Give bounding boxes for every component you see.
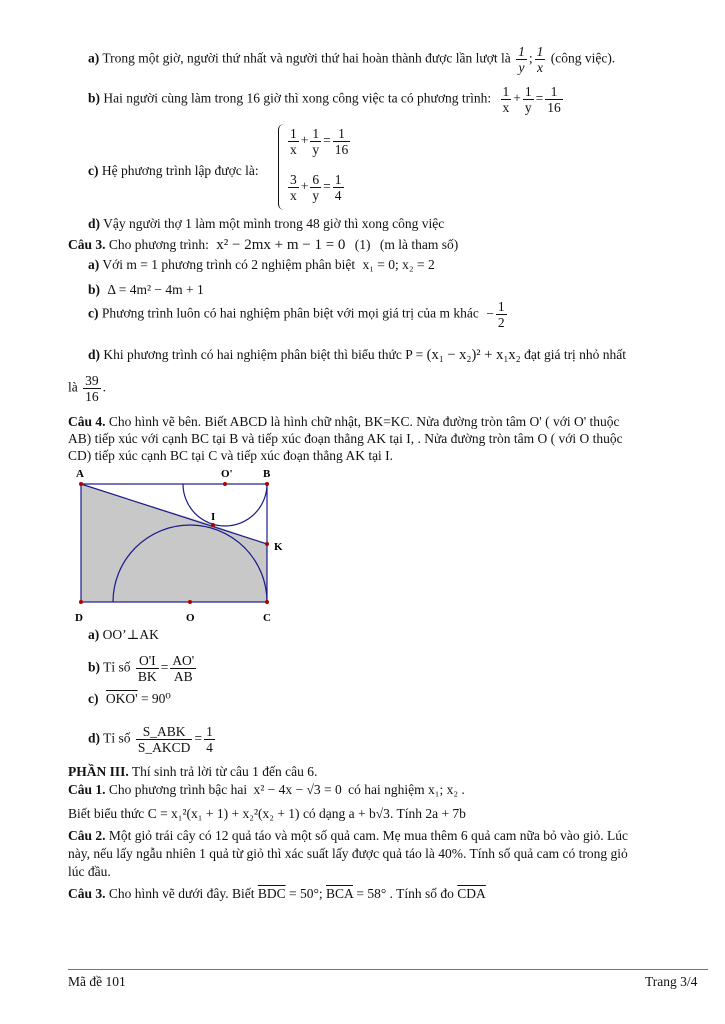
point-c [265, 600, 269, 604]
label-k: K [274, 541, 283, 553]
q3-heading: Câu 3. Cho phương trình: x² − 2mx + m − 1 = 0 (1) (m là tham số) [68, 237, 459, 253]
q4-line-3: CD) tiếp xúc cạnh BC tại C và tiếp xúc đoạn thẳng AK tại I. [68, 448, 394, 463]
label-i: I [211, 511, 216, 523]
system-brace [278, 124, 285, 210]
q3-item-c: c) Phương trình luôn có hai nghiệm phân biệt với mọi giá trị của m khác − $\frac{1}{2}$ [88, 299, 505, 330]
part3-q1-line1: Câu 1. Cho phương trình bậc hai x² − 4x − √3 = 0 có hai nghiệm x₁; x₂ . [68, 782, 465, 797]
part3-q2-line3: lúc đầu. [68, 864, 111, 879]
q4-item-b: b) Tỉ số $\frac{O'I}{BK}$ = $\frac{AO'}{AB}$ [88, 653, 195, 684]
geometry-figure [68, 464, 298, 626]
q4-line-1: Câu 4. Cho hình vẽ bên. Biết ABCD là hình chữ nhật, BK=KC. Nửa đường tròn tâm O' ( với O' thuộc [68, 414, 620, 429]
label-c: C [263, 612, 271, 624]
part3-q1-line2: Biết biểu thức C = x₁²(x₁ + 1) + x₂²(x₂ + 1) có dạng a + b√3. Tính 2a + 7b [68, 806, 466, 821]
point-o-prime [223, 482, 227, 486]
point-o [188, 600, 192, 604]
q3-item-d: d) Khi phương trình có hai nghiệm phân biệt thì biểu thức P = (x₁ − x₂)² + x₁x₂ đạt giá trị nhỏ nhất [88, 347, 627, 363]
part3-q3-line: Câu 3. Cho hình vẽ dưới đây. Biết $\overline{BDC} = 50^\circ$; $\overline{BCA} = 58^\circ$ . Tính số đo $\overline{CDA}$ [68, 886, 486, 901]
q2-item-c: c) Hệ phương trình lập được là: [88, 163, 259, 178]
footer-rule [68, 969, 708, 970]
system-row-1: $\frac{1}{x}$ + $\frac{1}{y}$ = $\frac{1}{16}$ [290, 126, 349, 157]
q2-item-b: b) Hai người cùng làm trong 16 giờ thì xong công việc ta có phương trình: $\frac{1}{x}$ + $\frac{1}{y}$ = $\frac{1}{16}$ [88, 84, 561, 115]
point-a [79, 482, 83, 486]
label-d: D [75, 612, 83, 624]
q4-line-2: AB) tiếp xúc với cạnh BC tại B và tiếp xúc đoạn thẳng AK tại I, . Nửa đường tròn tâm O ( với O thuộc [68, 431, 623, 446]
footer-exam-code: Mã đề 101 [68, 974, 126, 989]
point-i [211, 523, 215, 527]
q3-item-b: b) Δ = 4m² − 4m + 1 [88, 282, 204, 297]
q2-item-d: d) Vậy người thợ 1 làm một mình trong 48 giờ thì xong công việc [88, 216, 445, 231]
q3-item-a: a) Với m = 1 phương trình có 2 nghiệm phân biệt x₁ = 0; x₂ = 2 [88, 257, 435, 272]
q4-item-c: c) OKO' = 90⁰ [88, 691, 171, 706]
q3-item-d-cont: là $\frac{39}{16}$ . [68, 373, 106, 404]
label-b: B [263, 468, 271, 480]
point-b [265, 482, 269, 486]
point-k [265, 542, 269, 546]
part3-q2-line2: này, nếu lấy ngẫu nhiên 1 quả từ giỏ thì xác suất lấy được quả táo là 40%. Tính số quả cam có trong giỏ [68, 846, 628, 861]
system-row-2: $\frac{3}{x}$ + $\frac{6}{y}$ = $\frac{1}{4}$ [290, 172, 342, 203]
q2-item-a: a) Trong một giờ, người thứ nhất và người thứ hai hoàn thành được lần lượt là $\frac{1}{y}$ ; $\frac{1}{x}$ (công việc). [88, 44, 616, 75]
footer-page-number: Trang 3/4 [645, 974, 698, 989]
part3-heading: PHẦN III. Thí sinh trả lời từ câu 1 đến câu 6. [68, 764, 318, 779]
part3-q2-line1: Câu 2. Một giỏ trái cây có 12 quả táo và một số quả cam. Mẹ mua thêm 6 quả cam nữa bỏ vào giỏ. Lúc [68, 828, 628, 843]
q4-item-a: a) OO’⊥AK [88, 627, 159, 642]
label-a: A [76, 468, 84, 480]
label-o: O [186, 612, 195, 624]
q4-item-d: d) Tỉ số $\frac{\text{S\_ABK}}{\text{S\_AKCD}}$ = $\frac{1}{4}$ [88, 724, 213, 755]
point-d [79, 600, 83, 604]
label-o-prime: O' [221, 468, 233, 480]
